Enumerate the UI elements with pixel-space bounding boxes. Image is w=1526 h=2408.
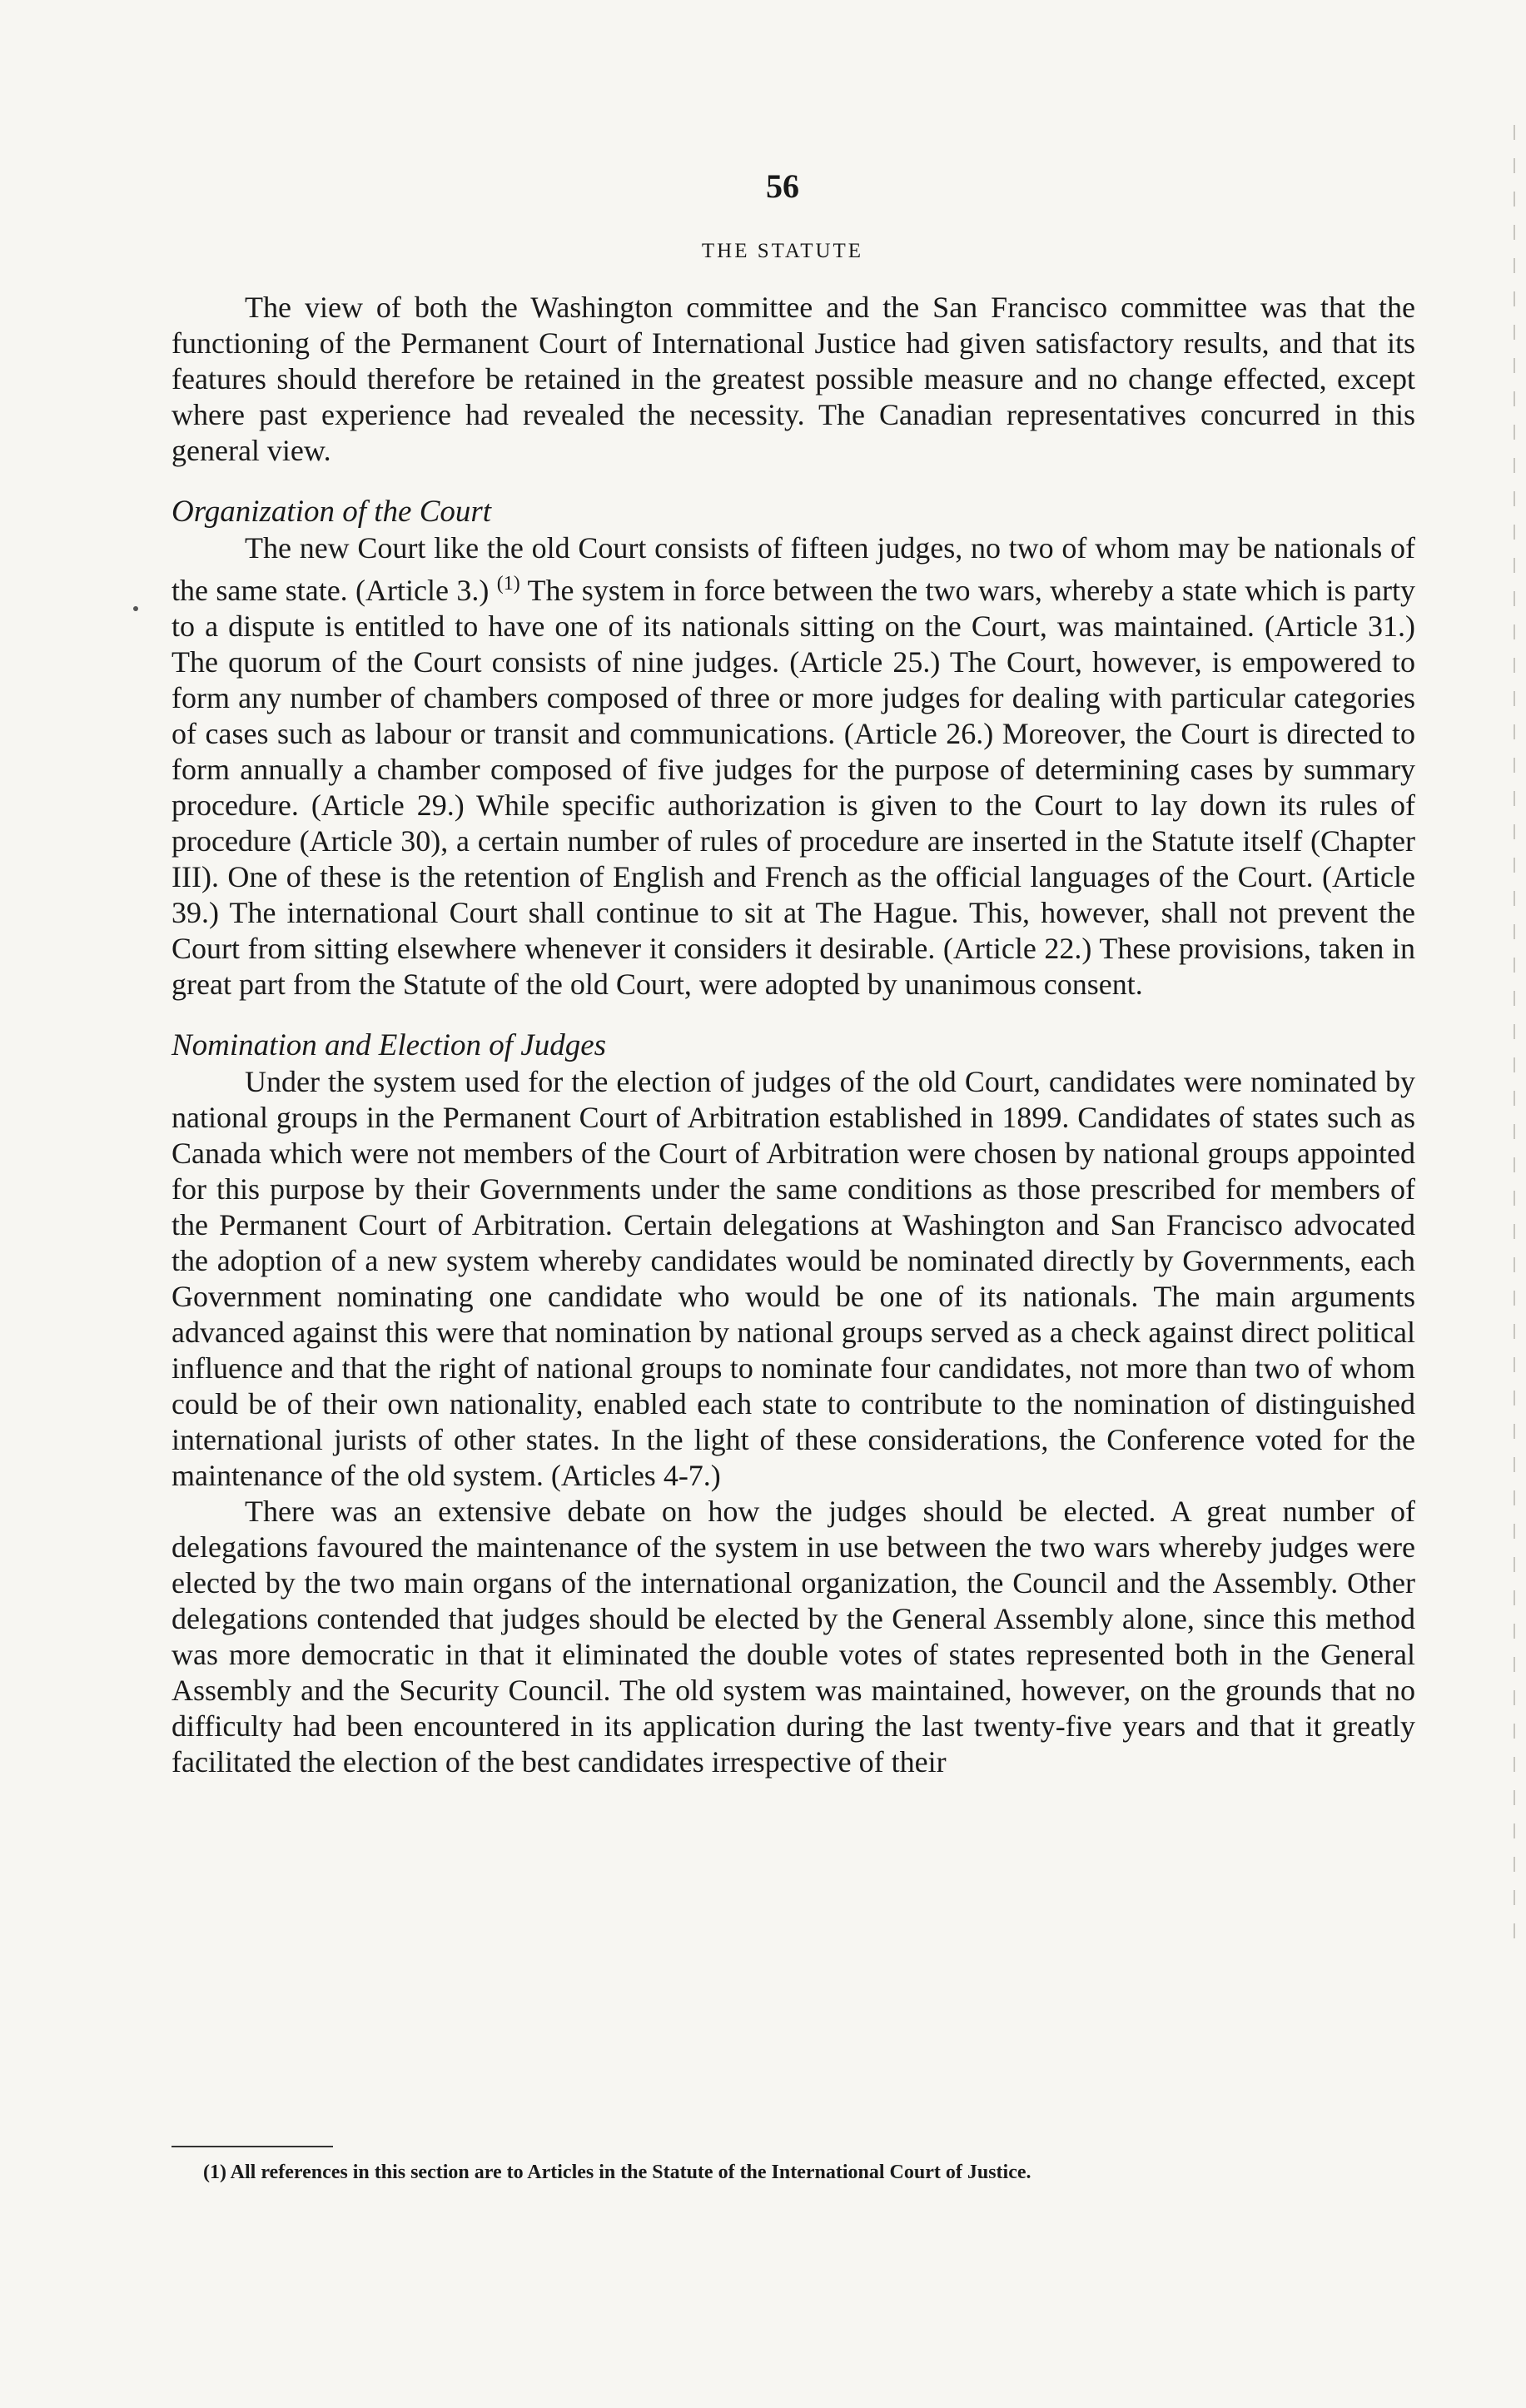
page-number: 56 (766, 167, 799, 205)
body-text (171, 290, 1415, 1780)
nomination-paragraph: Under the system used for the election of judges of the old Court, candidates were nominated by national groups in the Permanent Court of Arbitration established in 1899. Candidates of states such as Canada which were not members of the Court of Arbitration were chosen by national groups appointed for this purpose by their Governments under the same conditions as those prescribed for members of the Permanent Court of Arbitration. Certain delegations at Washington and San Francisco advocated the adoption of a new system whereby candidates would be nominated directly by Governments, each Government nominating one candidate who would be one of its nationals. The main arguments advanced against this were that nomination by national groups served as a check against direct political influence and that the right of national groups to nominate four candidates, not more than two of whom could be of their own nationality, enabled each state to contribute to the nomination of distinguished international jurists of other states. In the light of these considerations, the Conference voted for the maintenance of the old system. (Articles 4-7.) (171, 1065, 1415, 1492)
organization-text-rest: The system in force between the two wars, whereby a state which is party to a dispute is entitled to have one of its nationals sitting on the Court, was maintained. (Article 31.) The quorum of the Court consists of nine judges. (Article 25.) The Court, however, is empowered to form any number of chambers composed of three or more judges for dealing with particular categories of cases such as labour or transit and communications. (Article 26.) Moreover, the Court is directed to form annually a chamber composed of five judges for the purpose of determining cases by summary procedure. (Article 29.) While specific authorization is given to the Court to lay down its rules of procedure (Article 30), a certain number of rules of procedure are inserted in the Statute itself (Chapter III). One of these is the retention of English and French as the official languages of the Court. (Article 39.) The international Court shall continue to sit at The Hague. This, however, shall not prevent the Court from sitting elsewhere whenever it considers it desirable. (Article 22.) These provisions, taken in great part from the Statute of the old Court, were adopted by unanimous consent. (171, 574, 1416, 1001)
election-paragraph: There was an extensive debate on how the judges should be elected. A great number of delegations favoured the maintenance of the system in use between the two wars whereby judges were elected by the two main organs of the international organization, the Council and the Assembly. Other delegations contended that judges should be elected by the General Assembly alone, since this method was more democratic in that it eliminated the double votes of states represented both in the General Assembly and the Security Council. The old system was maintained, however, on the grounds that no difficulty had been encountered in its application during the last twenty-five years and that it greatly facilitated the election of the best candidates irrespective of their (171, 1495, 1415, 1779)
footnote-reference: (1) (496, 573, 520, 595)
margin-mark (133, 606, 138, 611)
footnote-text: All references in this section are to Articles in the Statute of the International Court of Justice. (230, 2162, 1031, 2183)
organization-text-start: The new Court like the old Court consists of fifteen judges, no two of whom may be nationals of the same state. (Article 3.) (171, 531, 1415, 607)
footnote-divider (171, 2146, 333, 2147)
footnote-marker: (1) (203, 2162, 226, 2183)
section-heading-nomination: Nomination and Election of Judges (171, 1028, 607, 1062)
organization-paragraph (171, 530, 1415, 1003)
scan-edge (1514, 125, 1515, 1957)
running-head: THE STATUTE (701, 240, 864, 262)
intro-paragraph: The view of both the Washington committee and the San Francisco committee was that the functioning of the Permanent Court of International Justice had given satisfactory results, and that its features should therefore be retained in the greatest possible measure and no change effected, except where past experience had revealed the necessity. The Canadian representatives concurred in this general view. (171, 291, 1415, 467)
section-heading-organization: Organization of the Court (171, 495, 492, 529)
footnote (203, 2160, 1419, 2185)
